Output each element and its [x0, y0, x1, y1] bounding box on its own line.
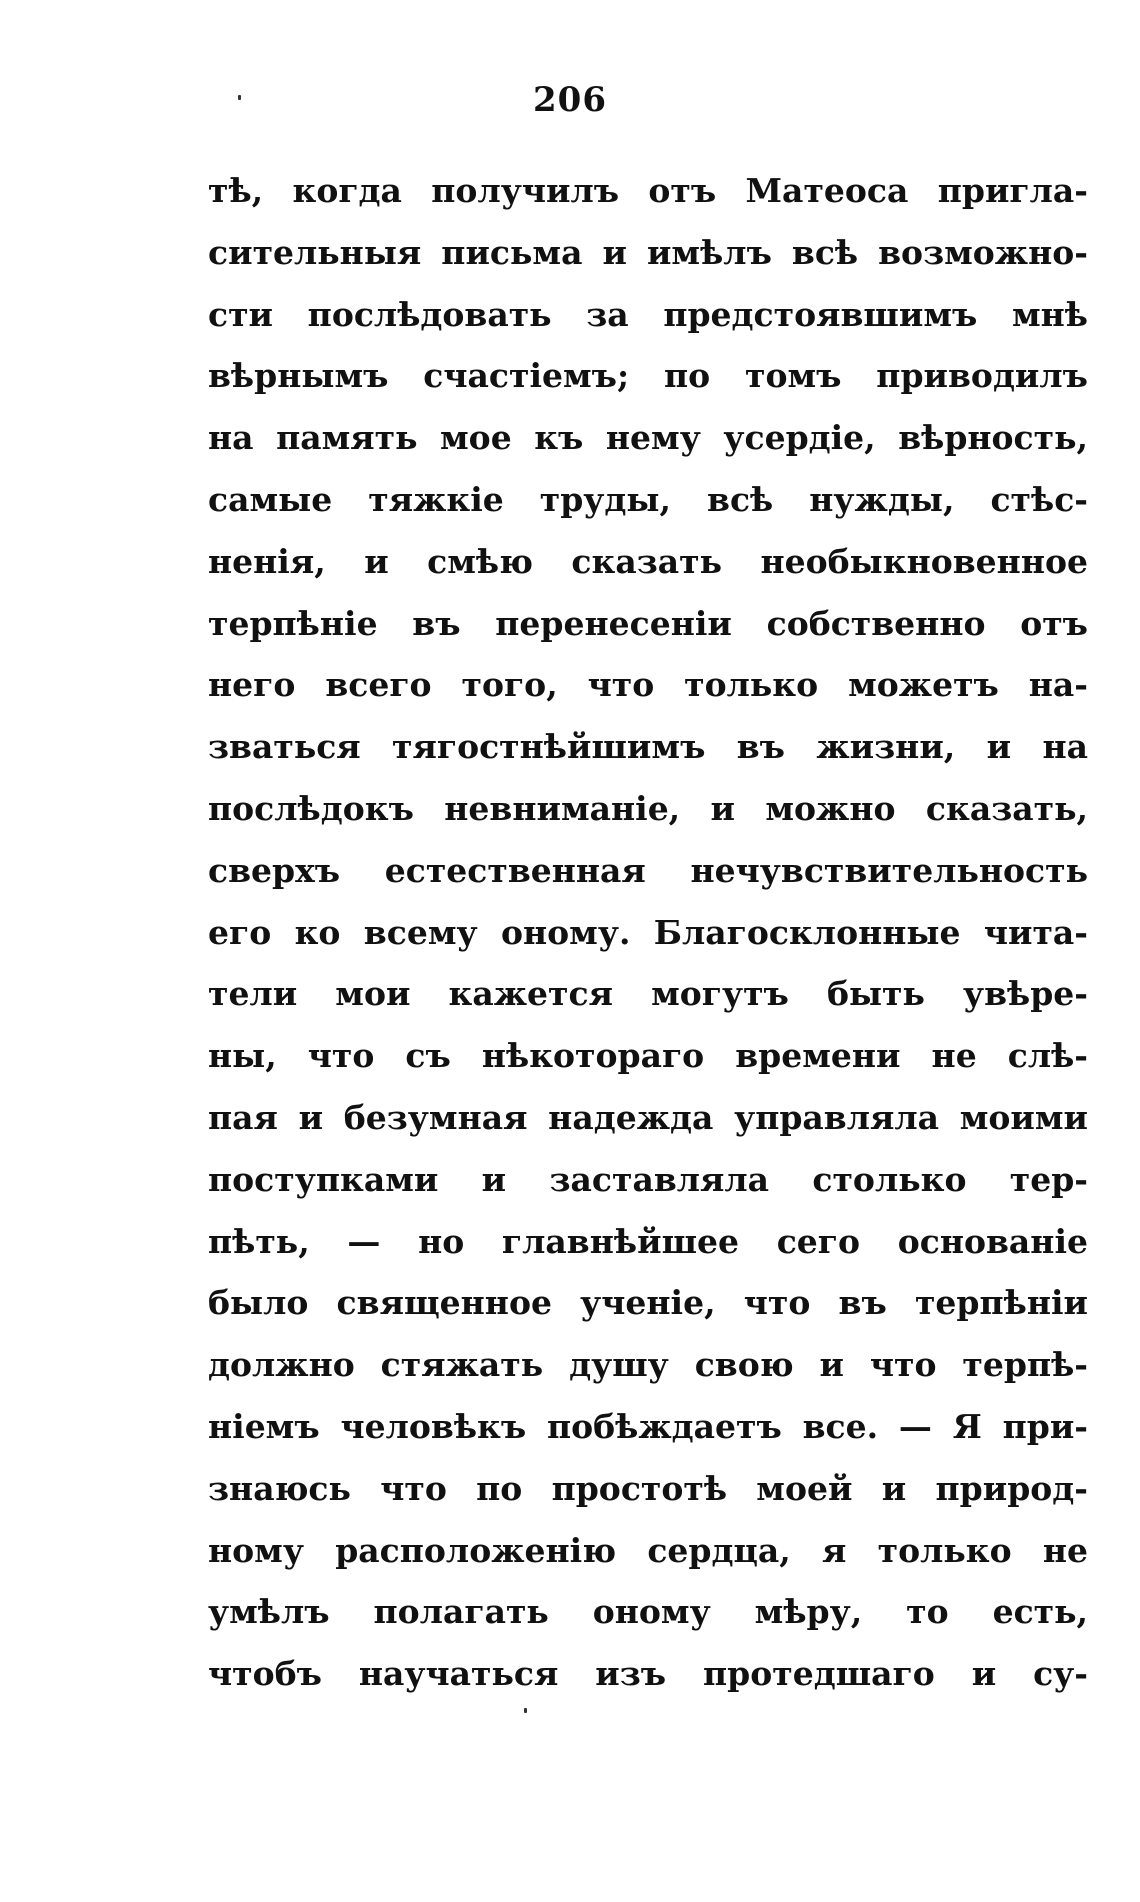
text-line: сверхъ естественная нечувствительность [208, 850, 1088, 890]
text-line: должно стяжать душу свою и что терпѣ- [208, 1345, 1088, 1385]
text-line: сительныя письма и имѣлъ всѣ возможно- [208, 232, 1088, 272]
text-line: ному расположенію сердца, я только не [208, 1530, 1088, 1570]
text-line: было священное ученіе, что въ терпѣніи [208, 1283, 1088, 1323]
text-line: терпѣніе въ перенесеніи собственно отъ [208, 603, 1088, 643]
text-line: послѣдокъ невниманіе, и можно сказать, [208, 788, 1088, 828]
text-line: ненія, и смѣю сказать необыкновенное [208, 541, 1088, 581]
page-number: 206 [533, 80, 607, 120]
text-line: тѣ, когда получилъ отъ Матеоса пригла- [208, 171, 1088, 210]
text-line: него всего того, что только можетъ на- [208, 665, 1088, 705]
text-line: самые тяжкіе труды, всѣ нужды, стѣс- [208, 479, 1088, 519]
text-line: сти послѣдовать за предстоявшимъ мнѣ [208, 294, 1088, 334]
text-line: поступками и заставляла столько тер- [208, 1159, 1088, 1199]
ink-speck [524, 1708, 527, 1713]
text-line: знаюсь что по простотѣ моей и природ- [208, 1468, 1088, 1508]
text-line: его ко всему оному. Благосклонные чита- [208, 912, 1088, 952]
text-line: чтобъ научаться изъ протедшаго и су- [208, 1654, 1088, 1694]
text-line: умѣлъ полагать оному мѣру, то есть, [208, 1592, 1088, 1632]
text-line: пая и безумная надежда управляла моими [208, 1097, 1088, 1137]
text-line: зваться тягостнѣйшимъ въ жизни, и на [208, 727, 1088, 767]
text-line: тели мои кажется могутъ быть увѣре- [208, 974, 1088, 1014]
body-text [208, 160, 1088, 1705]
text-line: ны, что съ нѣкотораго времени не слѣ- [208, 1036, 1088, 1076]
text-line: пѣть, — но главнѣйшее сего основаніе [208, 1221, 1088, 1261]
text-line: ніемъ человѣкъ побѣждаетъ все. — Я при- [208, 1406, 1088, 1446]
text-line: вѣрнымъ счастіемъ; по томъ приводилъ [208, 356, 1088, 396]
text-line: на память мое къ нему усердіе, вѣрность, [208, 418, 1088, 458]
